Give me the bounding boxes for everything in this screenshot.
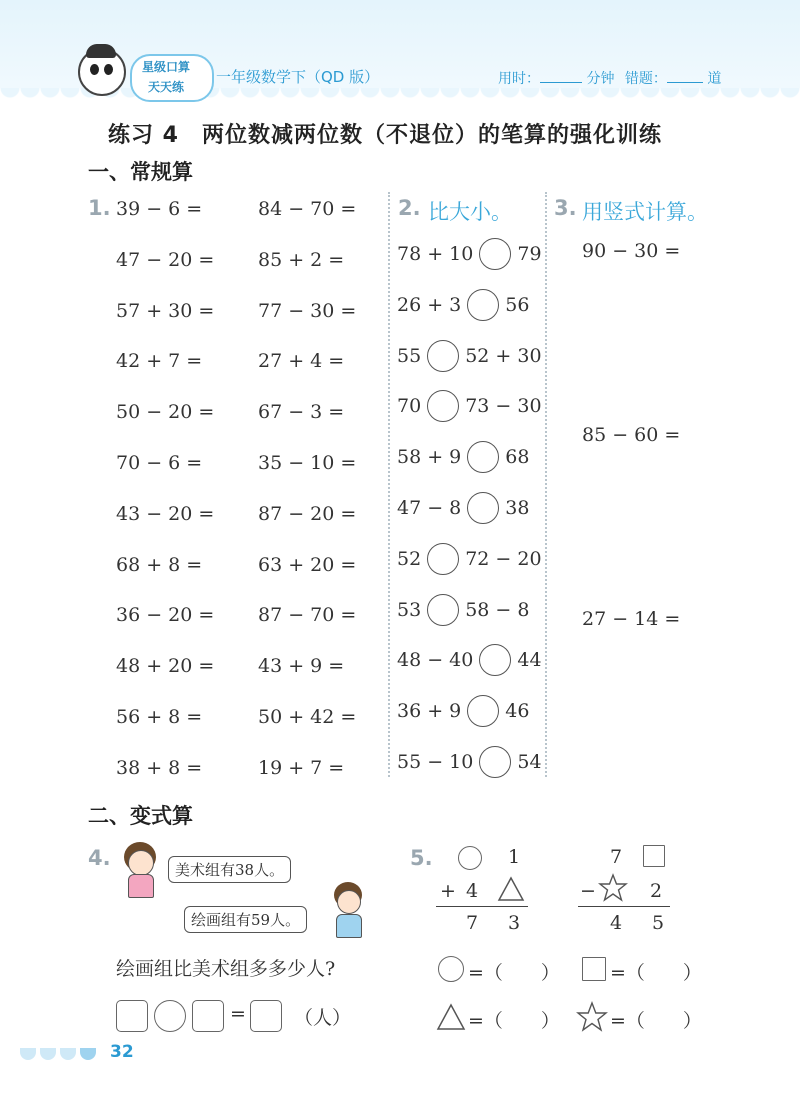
compare-left: 26 + 3 bbox=[397, 293, 462, 316]
compare-right: 56 bbox=[505, 293, 530, 316]
q1-equation: 43 + 9 = bbox=[258, 655, 345, 678]
q2-title: 比大小。 bbox=[428, 200, 512, 224]
compare-right: 54 bbox=[517, 751, 542, 773]
compare-row bbox=[397, 390, 542, 422]
errors-blank[interactable] bbox=[667, 82, 703, 83]
compare-left: 78 + 10 bbox=[397, 243, 474, 265]
square-unknown-icon bbox=[643, 845, 665, 867]
speech-bubble-1: 美术组有38人。 bbox=[168, 856, 291, 883]
q1-equation: 48 + 20 = bbox=[116, 655, 215, 678]
p1-result-ones: 3 bbox=[508, 912, 521, 934]
errors-unit: 道 bbox=[707, 71, 722, 87]
brand-line2: 天天练 bbox=[148, 80, 185, 94]
q1-equation: 50 + 42 = bbox=[258, 706, 357, 728]
q4-number: 4. bbox=[88, 846, 111, 870]
compare-left: 55 − 10 bbox=[397, 751, 474, 773]
q3-item: 90 − 30 = bbox=[582, 240, 681, 262]
compare-left: 48 − 40 bbox=[397, 649, 474, 672]
p2-result-ones: 5 bbox=[652, 912, 665, 934]
q1-equation: 38 + 8 = bbox=[116, 756, 203, 779]
compare-right: 38 bbox=[505, 497, 530, 519]
p2-top-digit: 7 bbox=[610, 846, 623, 868]
section-heading-1: 一、常规算 bbox=[88, 160, 193, 184]
triangle-answer[interactable]: =（ ） bbox=[468, 1010, 560, 1032]
q1-equation: 68 + 8 = bbox=[116, 553, 203, 576]
q5-number: 5. bbox=[410, 846, 433, 870]
q1-equation: 42 + 7 = bbox=[116, 350, 203, 373]
compare-row bbox=[397, 644, 542, 676]
compare-row bbox=[397, 492, 529, 524]
p2-operator: − bbox=[580, 880, 596, 902]
compare-left: 47 − 8 bbox=[397, 497, 462, 519]
page-title: 练习 4 两位数减两位数（不退位）的笔算的强化训练 bbox=[108, 123, 662, 148]
compare-circle[interactable] bbox=[427, 390, 459, 422]
triangle-unknown-icon bbox=[497, 876, 525, 902]
compare-circle[interactable] bbox=[427, 594, 459, 626]
p1-mid-digit: 4 bbox=[466, 880, 479, 902]
q1-equation: 85 + 2 = bbox=[258, 248, 345, 271]
compare-circle[interactable] bbox=[467, 695, 499, 727]
compare-row bbox=[397, 746, 542, 778]
section-heading-2: 二、变式算 bbox=[88, 804, 193, 828]
compare-circle[interactable] bbox=[479, 746, 511, 778]
q3-item: 27 − 14 = bbox=[582, 608, 681, 630]
q1-equation: 43 − 20 = bbox=[116, 502, 215, 525]
compare-left: 53 bbox=[397, 598, 422, 621]
answer-circle[interactable] bbox=[154, 1000, 186, 1032]
footer-decoration bbox=[40, 1048, 56, 1060]
circle-unknown-icon bbox=[458, 846, 482, 870]
p1-operator: + bbox=[440, 880, 456, 902]
q4-question: 绘画组比美术组多多少人? bbox=[116, 958, 336, 980]
triangle-answer-icon bbox=[436, 1003, 466, 1031]
speech-bubble-2: 绘画组有59人。 bbox=[184, 906, 307, 933]
divider-1 bbox=[388, 192, 390, 777]
square-answer[interactable]: =（ ） bbox=[610, 962, 702, 984]
q1-equation: 56 + 8 = bbox=[116, 706, 203, 728]
compare-row bbox=[397, 695, 529, 727]
compare-left: 36 + 9 bbox=[397, 700, 462, 723]
q1-equation: 87 − 70 = bbox=[258, 604, 357, 627]
compare-circle[interactable] bbox=[467, 289, 499, 321]
book-title: 一年级数学下（QD 版） bbox=[216, 68, 380, 86]
header-scallop bbox=[0, 88, 800, 106]
p1-line bbox=[436, 906, 528, 907]
q3-item: 85 − 60 = bbox=[582, 424, 681, 446]
p1-top-digit: 1 bbox=[508, 846, 521, 868]
divider-2 bbox=[545, 192, 547, 777]
compare-row bbox=[397, 340, 542, 372]
q1-number: 1. bbox=[88, 196, 111, 220]
q1-equation: 50 − 20 = bbox=[116, 401, 215, 424]
circle-answer-icon bbox=[438, 956, 464, 982]
brand-line1: 星级口算 bbox=[142, 60, 191, 74]
compare-circle[interactable] bbox=[427, 340, 459, 372]
q1-equation: 84 − 70 = bbox=[258, 198, 357, 220]
q1-equation: 35 − 10 = bbox=[258, 452, 357, 474]
q1-equation: 63 + 20 = bbox=[258, 553, 357, 576]
compare-right: 79 bbox=[517, 243, 542, 265]
compare-left: 70 bbox=[397, 395, 422, 418]
compare-left: 55 bbox=[397, 344, 422, 367]
p2-mid-digit: 2 bbox=[650, 880, 663, 902]
q1-equation: 67 − 3 = bbox=[258, 401, 345, 424]
q1-equation: 77 − 30 = bbox=[258, 299, 357, 322]
compare-circle[interactable] bbox=[467, 492, 499, 524]
girl-illustration-icon bbox=[120, 842, 160, 898]
square-answer-icon bbox=[582, 957, 606, 981]
answer-box[interactable] bbox=[116, 1000, 148, 1032]
compare-right: 73 − 30 bbox=[465, 395, 542, 418]
footer-decoration bbox=[80, 1048, 96, 1060]
boy-illustration-icon bbox=[330, 882, 366, 938]
q3-number: 3. bbox=[554, 196, 577, 220]
time-label: 用时： bbox=[498, 71, 540, 87]
q1-equation: 27 + 4 = bbox=[258, 350, 345, 373]
q2-number: 2. bbox=[398, 196, 421, 220]
circle-answer[interactable]: =（ ） bbox=[468, 962, 560, 984]
compare-right: 46 bbox=[505, 700, 530, 723]
compare-circle[interactable] bbox=[479, 238, 511, 270]
q1-equation: 39 − 6 = bbox=[116, 198, 203, 220]
compare-row bbox=[397, 238, 542, 270]
q1-equation: 36 − 20 = bbox=[116, 604, 215, 627]
brand-logo bbox=[130, 54, 214, 102]
q4-unit: （人） bbox=[294, 1007, 352, 1029]
compare-right: 58 − 8 bbox=[465, 598, 530, 621]
q1-equation: 70 − 6 = bbox=[116, 452, 203, 474]
compare-circle[interactable] bbox=[479, 644, 511, 676]
star-answer-icon bbox=[576, 1001, 608, 1033]
compare-right: 44 bbox=[517, 649, 542, 672]
compare-right: 52 + 30 bbox=[465, 344, 542, 367]
errors-label: 错题： bbox=[624, 71, 667, 87]
q1-equation: 57 + 30 = bbox=[116, 299, 215, 322]
compare-circle[interactable] bbox=[427, 543, 459, 575]
star-answer[interactable]: =（ ） bbox=[610, 1010, 702, 1032]
star-unknown-icon bbox=[598, 873, 628, 903]
compare-left: 58 + 9 bbox=[397, 446, 462, 469]
compare-right: 68 bbox=[505, 446, 530, 469]
compare-circle[interactable] bbox=[467, 441, 499, 473]
answer-box[interactable] bbox=[250, 1000, 282, 1032]
answer-box[interactable] bbox=[192, 1000, 224, 1032]
page-number: 32 bbox=[110, 1042, 134, 1062]
p1-result-tens: 7 bbox=[466, 912, 479, 934]
p2-line bbox=[578, 906, 670, 907]
footer-decoration bbox=[20, 1048, 36, 1060]
mascot-icon bbox=[78, 48, 126, 96]
time-unit: 分钟 bbox=[586, 71, 615, 87]
time-field bbox=[498, 68, 721, 88]
compare-row bbox=[397, 543, 542, 575]
q3-title: 用竖式计算。 bbox=[582, 200, 708, 224]
compare-row bbox=[397, 441, 529, 473]
equals-sign: = bbox=[230, 1003, 246, 1025]
p2-result-tens: 4 bbox=[610, 912, 623, 934]
compare-row bbox=[397, 594, 529, 626]
footer-decoration bbox=[60, 1048, 76, 1060]
compare-left: 52 bbox=[397, 547, 422, 570]
compare-right: 72 − 20 bbox=[465, 547, 542, 570]
compare-row bbox=[397, 289, 529, 321]
q1-equation: 47 − 20 = bbox=[116, 248, 215, 271]
q1-equation: 19 + 7 = bbox=[258, 756, 345, 779]
q1-equation: 87 − 20 = bbox=[258, 502, 357, 525]
time-blank[interactable] bbox=[540, 82, 582, 83]
